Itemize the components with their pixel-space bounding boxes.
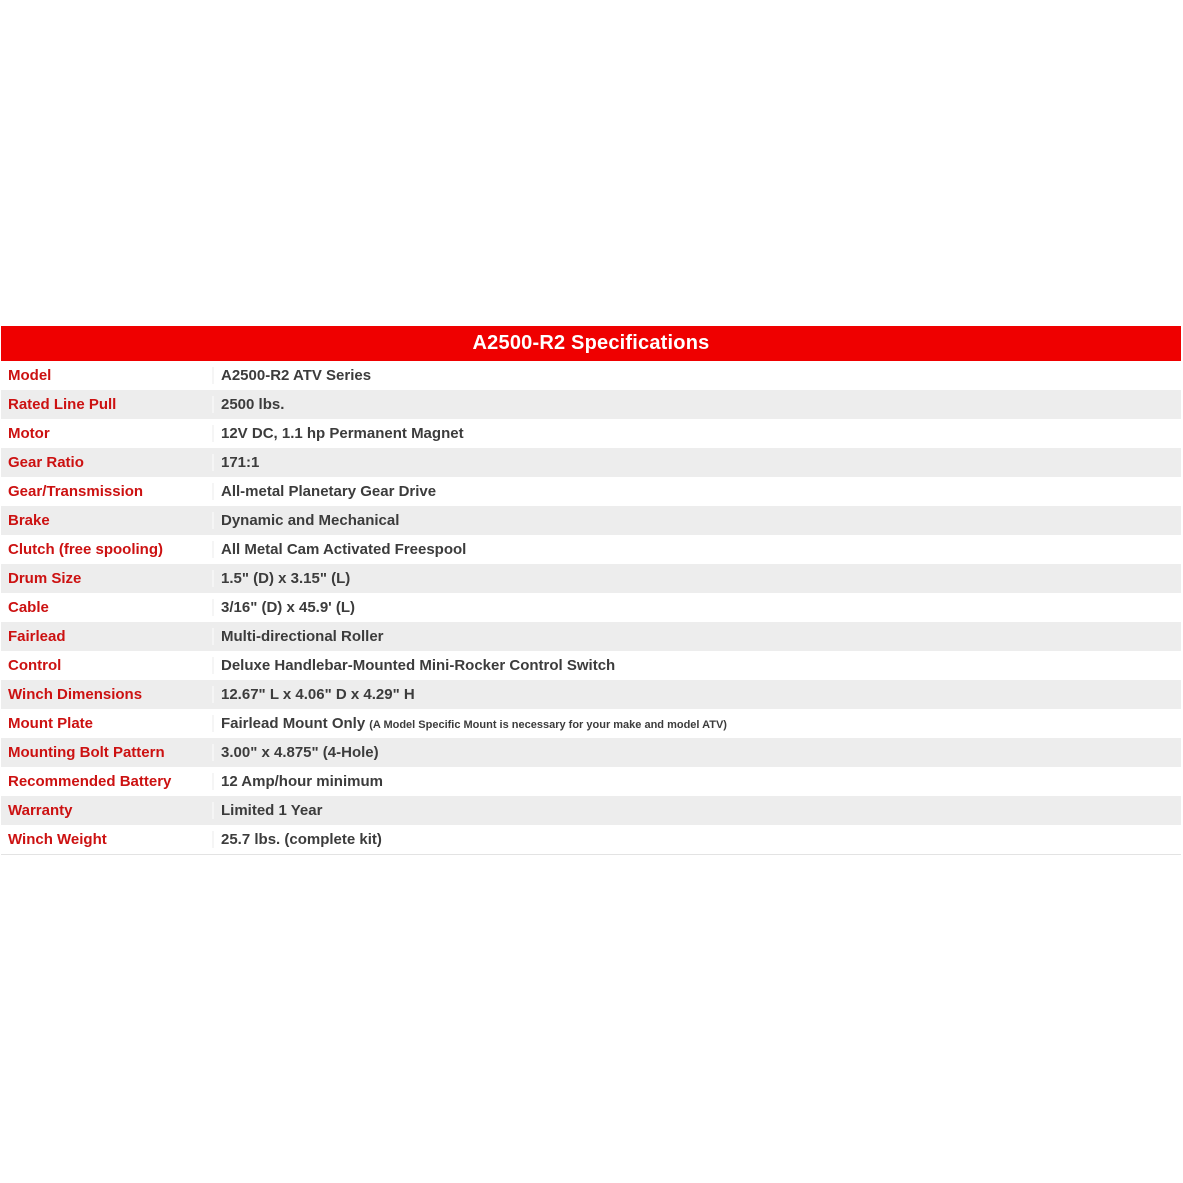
spec-value (214, 686, 1181, 703)
spec-value (214, 512, 1181, 529)
spec-value-text: Dynamic and Mechanical (221, 512, 400, 529)
spec-value (214, 744, 1181, 761)
table-row (1, 593, 1181, 622)
spec-value (214, 715, 1181, 732)
spec-label: Fairlead (1, 628, 214, 645)
spec-value-text: A2500-R2 ATV Series (221, 367, 372, 384)
spec-label: Mount Plate (1, 715, 214, 732)
table-row (1, 419, 1181, 448)
spec-label: Clutch (free spooling) (1, 541, 214, 558)
table-row (1, 767, 1181, 796)
spec-value (214, 541, 1181, 558)
spec-value-text: All-metal Planetary Gear Drive (221, 483, 437, 500)
spec-label: Gear Ratio (1, 454, 214, 471)
table-row (1, 448, 1181, 477)
spec-value (214, 773, 1181, 790)
spec-value (214, 483, 1181, 500)
spec-value (214, 657, 1181, 674)
spec-label: Drum Size (1, 570, 214, 587)
table-row (1, 361, 1181, 390)
spec-label: Winch Weight (1, 831, 214, 848)
spec-value-text: 3.00" x 4.875" (4-Hole) (221, 744, 379, 761)
spec-label: Brake (1, 512, 214, 529)
spec-value (214, 367, 1181, 384)
table-row (1, 651, 1181, 680)
table-row (1, 535, 1181, 564)
spec-label: Winch Dimensions (1, 686, 214, 703)
table-row (1, 477, 1181, 506)
spec-label: Cable (1, 599, 214, 616)
table-row (1, 622, 1181, 651)
spec-label: Control (1, 657, 214, 674)
spec-value-text: 12.67" L x 4.06" D x 4.29" H (221, 686, 415, 703)
spec-value-text: 3/16" (D) x 45.9' (L) (221, 599, 356, 616)
table-row (1, 825, 1181, 854)
table-row (1, 796, 1181, 825)
table-row (1, 709, 1181, 738)
spec-value-text: 1.5" (D) x 3.15" (L) (221, 570, 351, 587)
spec-value-text: 171:1 (221, 454, 260, 471)
spec-label: Recommended Battery (1, 773, 214, 790)
spec-value (214, 628, 1181, 645)
table-row (1, 390, 1181, 419)
table-row (1, 506, 1181, 535)
specifications-table (1, 326, 1181, 855)
spec-value-text: 25.7 lbs. (complete kit) (221, 831, 382, 848)
table-row (1, 738, 1181, 767)
spec-label: Model (1, 367, 214, 384)
table-row (1, 564, 1181, 593)
spec-label: Mounting Bolt Pattern (1, 744, 214, 761)
spec-value (214, 425, 1181, 442)
spec-value (214, 599, 1181, 616)
spec-value-text: Multi-directional Roller (221, 628, 384, 645)
spec-value-text: Limited 1 Year (221, 802, 323, 819)
spec-value (214, 454, 1181, 471)
spec-value-text: 12 Amp/hour minimum (221, 773, 383, 790)
spec-label: Warranty (1, 802, 214, 819)
table-body (1, 361, 1181, 854)
spec-value-text: Fairlead Mount Only (221, 715, 366, 732)
spec-label: Gear/Transmission (1, 483, 214, 500)
spec-value-note: (A Model Specific Mount is necessary for your make and model ATV) (369, 719, 727, 731)
spec-value (214, 831, 1181, 848)
table-row (1, 680, 1181, 709)
spec-value-text: All Metal Cam Activated Freespool (221, 541, 467, 558)
spec-value (214, 570, 1181, 587)
table-title: A2500-R2 Specifications (1, 326, 1181, 361)
spec-value-text: 12V DC, 1.1 hp Permanent Magnet (221, 425, 464, 442)
spec-label: Motor (1, 425, 214, 442)
spec-value (214, 802, 1181, 819)
spec-label: Rated Line Pull (1, 396, 214, 413)
spec-value-text: Deluxe Handlebar-Mounted Mini-Rocker Control Switch (221, 657, 616, 674)
spec-value-text: 2500 lbs. (221, 396, 285, 413)
spec-value (214, 396, 1181, 413)
